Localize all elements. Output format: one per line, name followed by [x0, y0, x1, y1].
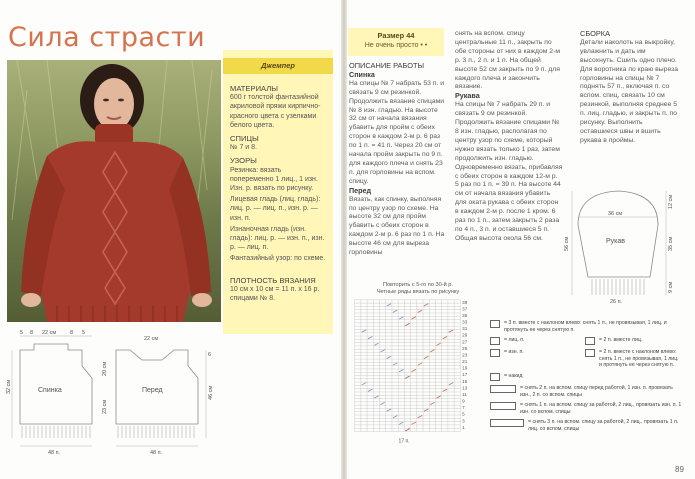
- chart-stitch-mark: [393, 415, 397, 417]
- description-column: [349, 62, 445, 258]
- front-text: Вязать, как спинку, выполняя по центру узор по схеме. На высоте 32 см для пройм убавить с обеих сторон в каждом 2-м р. 6 раз по 1 п. На высоте 46 см для выреза горловины: [349, 195, 445, 257]
- legend-item-2: [585, 337, 679, 345]
- back-front-schematic: [6, 326, 238, 471]
- back-top-22: 22 см: [42, 330, 57, 336]
- chart-stitch-mark: [418, 363, 422, 365]
- patterns-heading: УЗОРЫ: [230, 156, 257, 166]
- legend-item-5: [490, 373, 685, 381]
- legend-item-8: [490, 419, 685, 432]
- sleeves-text: На спицы № 7 набрать 29 п. и связать 9 см резинкой. Продолжить вязание спицами № 8 изн. гладью, располагая по центру узор по схеме, который нужно вязать только 1 раз, затем продолжить изн. гладью. Одновременно вязать, прибавляя с обеих сторон в каждом 12-м р. 5 раз по 1 п. = 39 п. На высоте 44 см от начала вязания убавить для оката рукава с обеих сторон в каждом 2-м р. после 1 кром. 6 раз по 1 п., затем закрыть 2 раза по 4 п., 3 п. и оставшиеся 5 п. Общая высота окола 56 см.: [455, 101, 563, 242]
- sleeve-side-12: 12 см: [668, 194, 674, 209]
- back-top-8a: 8: [30, 330, 34, 336]
- chart-row-number: 13: [462, 385, 468, 391]
- legend-symbol: [585, 337, 595, 345]
- chart-stitch-mark: [424, 409, 428, 411]
- chart-legend: [490, 320, 685, 437]
- legend-symbol: [490, 349, 500, 357]
- page-title: Сила страсти: [8, 22, 206, 53]
- chart-caption-line2: Четные ряды вязать по рисунку: [376, 289, 460, 295]
- chart-stitch-mark: [418, 310, 422, 312]
- front-top: 22 см: [144, 336, 159, 342]
- pattern-stockinette: Лицевая гладь (лиц. гладь): лиц. р. — лиц. п., изн. р. — изн. п.: [230, 196, 321, 222]
- chart-stitch-mark: [380, 350, 384, 352]
- chart-row-number: 35: [462, 312, 468, 318]
- description-heading: ОПИСАНИЕ РАБОТЫ: [349, 61, 425, 70]
- sleeve-side-56: 56 см: [564, 236, 570, 251]
- front-side-46: 46 см: [208, 385, 214, 400]
- chart-stitch-mark: [412, 422, 416, 424]
- chart-stitch-mark: [418, 415, 422, 417]
- sleeve-bottom: 26 п.: [610, 299, 623, 305]
- chart-row-number: 31: [462, 326, 468, 332]
- sweater-illustration: [7, 60, 221, 322]
- chart-stitch-mark: [393, 310, 397, 312]
- legend-item-4: [585, 349, 679, 369]
- size-block: [348, 28, 444, 56]
- chart-row-number: 3: [462, 418, 465, 424]
- chart-row-number: 9: [462, 398, 465, 404]
- back-heading: Спинка: [349, 69, 375, 79]
- front-heading: Перед: [349, 185, 372, 195]
- back-label: Спинка: [38, 387, 62, 394]
- front-label: Перед: [142, 387, 163, 394]
- back-top-5a: 5: [20, 330, 24, 336]
- back-text: На спицы № 7 набрать 53 п. и связать 9 см резинкой. Продолжить вязание спицами № 8 изн. гладью. На высоте 32 см от начала вязания убавить для пройм с обеих сторон в каждом 2-м р. 6 раз по 1 п. = 41 п. Через 20 см от начала пройм закрыть по 9 п. для каждого плеча и снять 23 п. для горловины на вспом. спицу.: [349, 79, 445, 185]
- legend-text: = снять 1 п. на вспом. спицу за работой, 2 лиц., провязать изн. п. 1 изн. со вспом. спицы: [520, 402, 682, 415]
- needles-text: № 7 и 8.: [230, 144, 257, 152]
- chart-row-number: 19: [462, 365, 468, 371]
- legend-text: = лиц. п.: [504, 337, 525, 344]
- chart-row-number: 39: [462, 299, 468, 305]
- legend-text: = снять 2 п. на вспом. спицу перед работой, 1 изн. п. провязать изн., 2 п. со вспом. спицы: [520, 384, 673, 398]
- legend-text: = накид: [504, 372, 523, 379]
- chart-stitch-mark: [374, 343, 378, 345]
- chart-stitch-mark: [399, 369, 403, 371]
- gauge-heading: ПЛОТНОСТЬ ВЯЗАНИЯ: [230, 275, 316, 285]
- gauge-text: 10 см x 10 см = 11 п. x 16 р. спицами № 8.: [230, 285, 320, 303]
- legend-text: = снять 3 п. на вспом. спицу за работой, 2 лиц., провязать 1 п. лиц. со вспом. спицы: [528, 419, 679, 432]
- chart-stitch-mark: [387, 409, 391, 411]
- back-side: 32 см: [6, 379, 12, 394]
- chart-stitch-mark: [399, 422, 403, 424]
- chart-stitch-mark: [362, 383, 366, 385]
- legend-symbol: [490, 320, 500, 328]
- assembly-text: Детали наколоть на выкройку, увлажнить и дать им высохнуть. Сшить одно плечо. Для воротника по краю выреза горловины на спицы № 7 поднять 57 п., включая п. со вспом. спиц, связать 10 см резинкой, выполняя среднее 5 п. лиц. гладью, и закрыть п. по рисунку. Выполнить оставшиеся швы и вшить рукава в проймы.: [580, 38, 678, 144]
- legend-symbol: [490, 385, 516, 393]
- legend-text: = изн. п.: [504, 349, 524, 356]
- front-side-6: 6: [208, 352, 212, 358]
- chart-stitch-mark: [393, 363, 397, 365]
- legend-symbol: [490, 337, 500, 345]
- chart-row-number: 23: [462, 352, 468, 358]
- neck-text: снять на вспом. спицу центральные 11 п., закрыть по обе стороны от них в каждом 2-м р. 3 п., 2 п. и 1 п. На общей высоте 52 см закрыть по 9 п. для каждого плеча и закончить вязание.: [455, 30, 561, 91]
- legend-text: = 2 п. вместе лиц.: [599, 337, 643, 344]
- chart-stitch-mark: [405, 429, 409, 431]
- chart-stitch-mark: [430, 350, 434, 352]
- legend-item-7: [490, 402, 685, 415]
- sleeve-schematic: [564, 185, 680, 310]
- chart-bottom-label: 17 п.: [398, 438, 410, 445]
- page-number: 89: [675, 465, 684, 474]
- chart-stitch-mark: [387, 356, 391, 358]
- front-bottom: 48 п.: [150, 450, 163, 456]
- chart-stitch-mark: [387, 304, 391, 306]
- chart-row-number: 1: [462, 424, 465, 430]
- assembly-column: [580, 30, 680, 146]
- sleeve-drawing: [564, 185, 680, 305]
- chart-stitch-mark: [443, 336, 447, 338]
- item-header: Джемпер: [223, 58, 333, 74]
- chart-row-number: 33: [462, 319, 468, 325]
- sleeve-top: 36 см: [608, 211, 623, 217]
- chart-stitch-mark: [412, 317, 416, 319]
- chart-caption: [348, 282, 488, 296]
- chart-row-number: 11: [462, 391, 467, 397]
- chart-row-number: 27: [462, 339, 468, 345]
- legend-item-0: [490, 320, 685, 333]
- materials-column: [223, 50, 333, 334]
- assembly-heading: СБОРКА: [580, 29, 611, 38]
- chart-stitch-mark: [436, 396, 440, 398]
- chart-caption-line1: Повторить с 5-го по 30-й р.: [383, 282, 453, 288]
- legend-text: = 2 п. вместе с наклоном влево: снять 1 п., не провязывая, 1 лиц. и протянуть ее через снятую п.: [599, 349, 679, 369]
- back-top-5b: 5: [82, 330, 86, 336]
- sleeves-column: [455, 30, 563, 244]
- chart-stitch-mark: [405, 376, 409, 378]
- legend-item-3: [490, 349, 584, 357]
- legend-symbol: [490, 419, 524, 427]
- chart-stitch-mark: [380, 402, 384, 404]
- knitting-chart: [345, 298, 485, 458]
- chart-row-number: 29: [462, 332, 468, 338]
- legend-symbol: [490, 402, 516, 410]
- chart-row-number: 5: [462, 411, 465, 417]
- chart-row-number: 21: [462, 359, 468, 365]
- difficulty: Не очень просто • •: [364, 42, 428, 49]
- chart-stitch-mark: [449, 330, 453, 332]
- chart-stitch-mark: [399, 317, 403, 319]
- chart-stitch-mark: [362, 330, 366, 332]
- sleeve-side-9: 9 см: [668, 281, 674, 293]
- pattern-reverse: Изнаночная гладь (изн. гладь): лиц. р. — изн. п., изн. р. — лиц. п.: [230, 225, 325, 252]
- chart-row-number: 25: [462, 345, 468, 351]
- chart-stitch-mark: [374, 396, 378, 398]
- legend-symbol: [490, 373, 500, 381]
- sleeve-label: Рукав: [606, 238, 625, 245]
- materials-heading: МАТЕРИАЛЫ: [230, 84, 278, 93]
- size-title: Размер 44: [377, 31, 415, 40]
- chart-stitch-mark: [368, 336, 372, 338]
- sleeve-side-35: 35 см: [668, 236, 674, 251]
- back-top-8b: 8: [70, 330, 74, 336]
- chart-row-number: 17: [462, 372, 468, 378]
- chart-stitch-mark: [412, 369, 416, 371]
- chart-row-number: 37: [462, 306, 468, 312]
- chart-stitch-mark: [405, 323, 409, 325]
- front-side-23: 23 см: [102, 399, 108, 414]
- chart-stitch-mark: [424, 304, 428, 306]
- sleeves-heading: Рукава: [455, 91, 480, 101]
- chart-stitch-mark: [424, 356, 428, 358]
- legend-text: = 3 п. вместе с наклоном влево: снять 1 п., не провязывая, 1 лиц. и протянуть ее через снятую п.: [504, 320, 667, 333]
- chart-row-number: 7: [462, 405, 465, 411]
- chart-stitch-mark: [443, 389, 447, 391]
- pattern-fancy: Фантазийный узор: по схеме.: [230, 255, 326, 263]
- legend-symbol: [585, 349, 595, 357]
- model-photo: [7, 60, 221, 322]
- chart-stitch-mark: [436, 343, 440, 345]
- needles-heading: СПИЦЫ: [230, 134, 259, 144]
- chart-stitch-mark: [368, 389, 372, 391]
- chart-stitch-mark: [430, 402, 434, 404]
- schematic-drawing: [6, 326, 238, 466]
- legend-item-1: [490, 337, 584, 345]
- front-side-20: 20 см: [102, 361, 108, 376]
- chart-stitch-mark: [449, 383, 453, 385]
- back-bottom: 48 п.: [48, 450, 61, 456]
- legend-item-6: [490, 385, 685, 398]
- pattern-ribbing: Резинка: вязать попеременно 1 лиц., 1 изн. Изн. р. вязать по рисунку.: [230, 166, 318, 193]
- chart-row-number: 15: [462, 378, 468, 384]
- materials-text: 600 г толстой фантазийной акриловой пряжи кирпично-красного цвета с узелками белого цвета.: [230, 94, 321, 129]
